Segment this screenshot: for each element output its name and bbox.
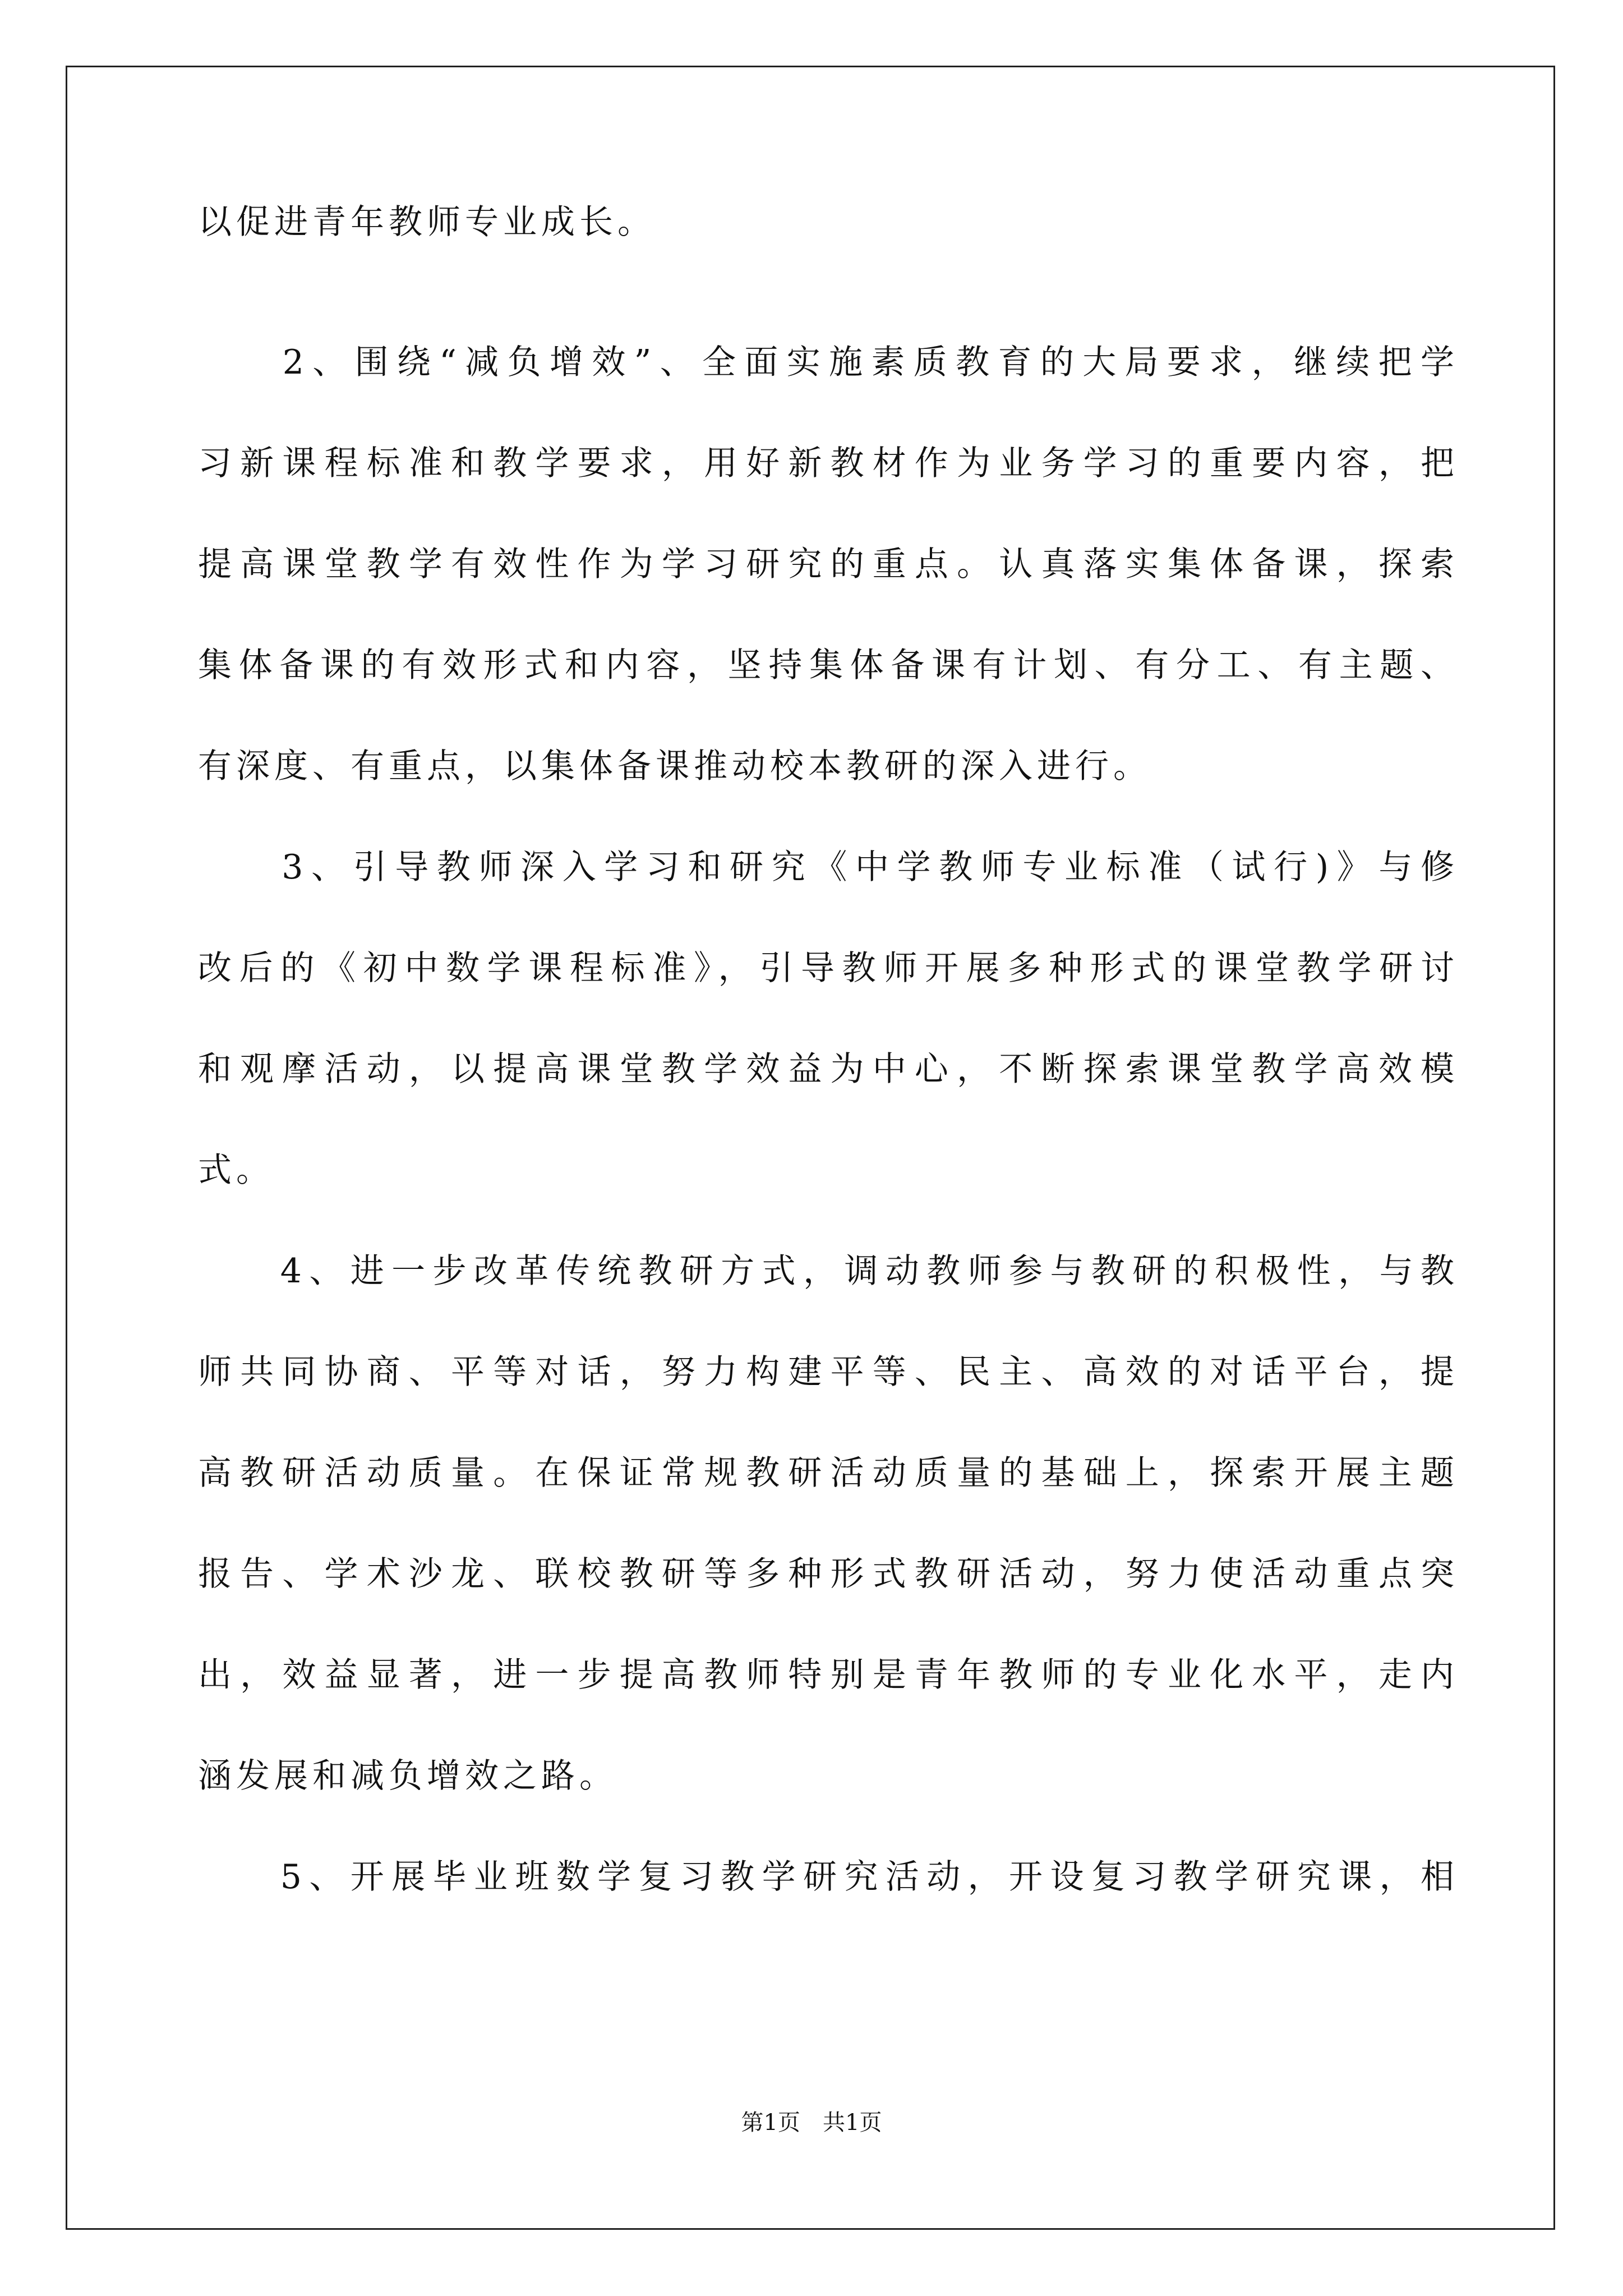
text-line: 出，效益显著，进一步提高教师特别是青年教师的专业化水平，走内: [198, 1655, 1454, 1695]
text-line: 涵发展和减负增效之路。: [198, 1756, 617, 1796]
text-line: 集体备课的有效形式和内容，坚持集体备课有计划、有分工、有主题、: [198, 646, 1454, 685]
text-line: 以促进青年教师专业成长。: [198, 203, 656, 242]
text-line: 5、开展毕业班数学复习教学研究活动，开设复习教学研究课，相: [198, 1857, 1454, 1897]
text-line: 式。: [198, 1151, 274, 1190]
page-border: [66, 66, 1555, 2230]
text-line: 有深度、有重点，以集体备课推动校本教研的深入进行。: [198, 747, 1151, 786]
text-line: 4、进一步改革传统教研方式，调动教师参与教研的积极性，与教: [198, 1251, 1454, 1291]
text-line: 报告、学术沙龙、联校教研等多种形式教研活动，努力使活动重点突: [198, 1554, 1454, 1594]
text-line: 2、围绕“减负增效”、全面实施素质教育的大局要求，继续把学: [198, 343, 1454, 382]
text-line: 3、引导教师深入学习和研究《中学教师专业标准（试行)》与修: [198, 848, 1454, 887]
page-total: 共1页: [823, 2110, 882, 2136]
text-line: 师共同协商、平等对话，努力构建平等、民主、高效的对话平台，提: [198, 1352, 1454, 1392]
text-line: 和观摩活动，以提高课堂教学效益为中心，不断探索课堂教学高效模: [198, 1050, 1454, 1089]
text-line: 改后的《初中数学课程标准》，引导教师开展多种形式的课堂教学研讨: [198, 949, 1454, 988]
text-line: 高教研活动质量。在保证常规教研活动质量的基础上，探索开展主题: [198, 1453, 1454, 1493]
page-number: 第1页: [741, 2110, 800, 2136]
text-line: 习新课程标准和教学要求，用好新教材作为业务学习的重要内容，把: [198, 444, 1454, 483]
page-footer: [0, 2109, 1623, 2136]
text-line: 提高课堂教学有效性作为学习研究的重点。认真落实集体备课，探索: [198, 545, 1454, 584]
document-body: [198, 202, 1454, 1897]
